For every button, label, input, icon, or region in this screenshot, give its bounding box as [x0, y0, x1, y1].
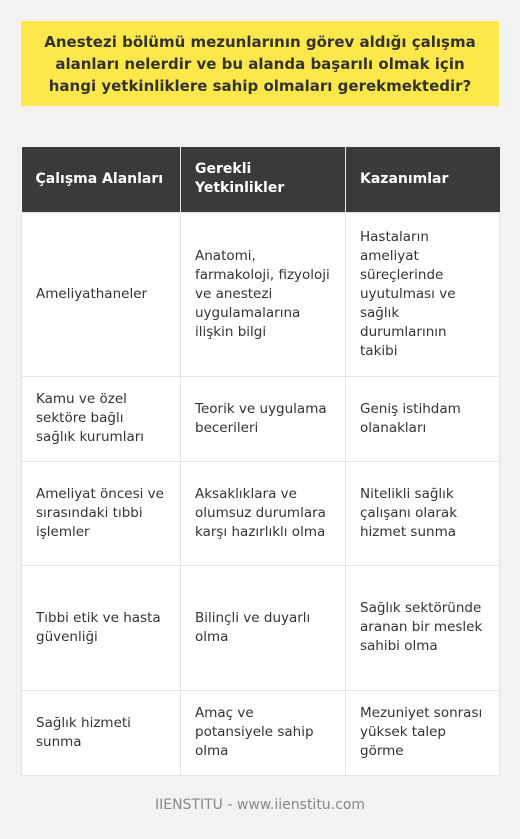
header-kazanimlar: Kazanımlar [346, 147, 500, 212]
footer-source: IIENSTITU - www.iienstitu.com [154, 797, 366, 813]
cell-area: Ameliyat öncesi ve sırasındaki tıbbi işlemler [22, 461, 181, 565]
header-gerekli-yetkinlikler: Gerekli Yetkinlikler [181, 147, 346, 212]
cell-gain: Hastaların ameliyat süreçlerinde uyutulması ve sağlık durumlarının takibi [346, 212, 500, 376]
cell-competency: Aksaklıklara ve olumsuz durumlara karşı hazırlıklı olma [181, 461, 346, 565]
table-row [22, 376, 500, 461]
cell-gain: Sağlık sektöründe aranan bir meslek sahibi olma [346, 565, 500, 690]
cell-area: Ameliyathaneler [22, 212, 181, 376]
cell-competency: Anatomi, farmakoloji, fizyoloji ve anestezi uygulamalarına ilişkin bilgi [181, 212, 346, 376]
page-title: Anestezi bölümü mezunlarının görev aldığı çalışma alanları nelerdir ve bu alanda başarılı olmak için hangi yetkinliklere sahip olmaları gerekmektedir? [44, 32, 476, 95]
table-row [22, 212, 500, 376]
cell-gain: Nitelikli sağlık çalışanı olarak hizmet sunma [346, 461, 500, 565]
header-calisma-alanlari: Çalışma Alanları [22, 147, 181, 212]
cell-competency: Bilinçli ve duyarlı olma [181, 565, 346, 690]
cell-gain: Mezuniyet sonrası yüksek talep görme [346, 690, 500, 775]
cell-area: Sağlık hizmeti sunma [22, 690, 181, 775]
cell-competency: Amaç ve potansiyele sahip olma [181, 690, 346, 775]
info-table [21, 147, 500, 776]
table-row [22, 461, 500, 565]
table-header-row [22, 147, 500, 212]
cell-gain: Geniş istihdam olanakları [346, 376, 500, 461]
cell-area: Kamu ve özel sektöre bağlı sağlık kurumları [22, 376, 181, 461]
table-row [22, 690, 500, 775]
cell-area: Tıbbi etik ve hasta güvenliği [22, 565, 181, 690]
table-row [22, 565, 500, 690]
cell-competency: Teorik ve uygulama becerileri [181, 376, 346, 461]
title-banner [21, 21, 499, 106]
